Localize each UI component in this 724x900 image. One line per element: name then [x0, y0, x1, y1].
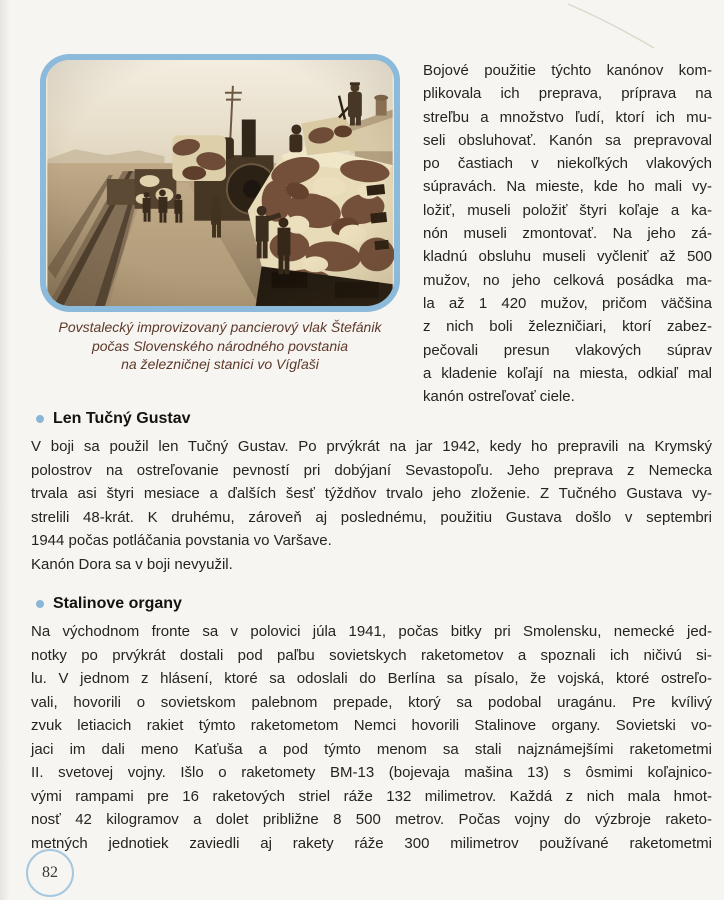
page-number: 82 — [42, 864, 58, 881]
text-line: kladnú obsluhu museli vyčleniť až 500 — [423, 248, 712, 266]
text-line: la až 1 420 mužov, pričom väčšina — [423, 294, 712, 312]
text-line: zvuk letiacich rakiet týmto raketometom Nemci hovorili Stalinove organy. Sovietski vo- — [31, 717, 712, 734]
text-line: lu. V jednom z hlásení, ktoré sa odoslali do Berlína sa písalo, že vojská, ktoré ostreľo- — [31, 670, 712, 687]
text-line: po častiach v niekoľkých vlakových — [423, 155, 712, 173]
text-line: metných jednotiek zaviedli aj rakety ráže 300 milimetrov používané raketometmi — [31, 834, 712, 852]
text-line: V boji sa použil len Tučný Gustav. Po prvýkrát na jar 1942, kedy ho prepravili na Krymský — [31, 438, 712, 455]
text-line: súpravách. Na mieste, kde ho mali vy- — [423, 178, 712, 196]
text-line: seli obsluhovať. Kanón sa prepravoval — [423, 131, 712, 149]
text-line: plikovala ich preprava, príprava na — [423, 85, 712, 103]
text-line: Kanón Dora sa v boji nevyužil. — [31, 555, 233, 573]
scan-scratch — [0, 0, 724, 60]
bullet-icon — [36, 600, 44, 608]
text-line: nosť 42 kilogramov a dolet približne 8 500 metrov. Počas vojny do výzbroje raketo- — [31, 811, 712, 828]
section-heading-len-tucny-gustav — [36, 410, 191, 428]
text-line: jaci im dali meno Kaťuša a pod týmto menom sa stali najznámejšími raketometmi — [31, 740, 712, 758]
caption-line: počas Slovenského národného povstania — [91, 337, 349, 354]
text-line: notky po prvýkrát dostali pod paľbu sovietskych raketometov a spoznali ich ničivú si- — [31, 646, 712, 664]
caption-line: na železničnej stanici vo Vígľaši — [121, 356, 319, 372]
text-line: 1944 počas potláčania povstania vo Varšave. — [31, 532, 332, 549]
text-line: Na východnom fronte sa v polovici júla 1941, počas bitky pri Smolensku, nemecké jed- — [31, 623, 712, 640]
section-2-paragraph — [31, 620, 712, 855]
text-line: vými rampami pre 16 raketových striel ráže 132 milimetrov. Každá z nich mala hmot- — [31, 787, 712, 805]
text-line: z nich boli železničiari, ktorí zabez- — [423, 318, 712, 336]
bullet-icon — [36, 415, 44, 423]
text-line: II. svetovej vojny. Išlo o raketomety BM-13 (bojevaja mašina 13) s ôsmimi koľajnico- — [31, 764, 712, 781]
intro-column — [423, 59, 712, 408]
text-line: strelili 48-krát. K druhému, zároveň aj poslednému, použitiu Gustava došlo v septembri — [31, 508, 712, 526]
page-number-badge — [26, 849, 74, 897]
caption-line: Povstalecký improvizovaný pancierový vlak Štefánik — [58, 319, 382, 335]
text-line: mužov, no jeho celková posádka ma- — [423, 271, 712, 289]
text-line: pečovali presun vlakových súprav — [423, 341, 712, 359]
text-line: trvala asi štyri mesiace a ďalších šesť týždňov trvalo jeho zloženie. Z Tučného Gustava vy- — [31, 485, 712, 502]
armored-train-photo-illustration — [46, 60, 394, 306]
text-line: kanón ostreľovať ciele. — [423, 388, 575, 406]
photo-caption — [34, 318, 406, 374]
text-line: polostrov na ostreľovanie pevností pri dobýjaní Sevastopoľu. Jeho preprava z Nemecka — [31, 461, 712, 479]
text-line: vali, hovorili o sovietskom palebnom prepade, ktorý sa podobal uragánu. Pre kvílivý — [31, 693, 712, 711]
text-line: Bojové použitie týchto kanónov kom- — [423, 62, 712, 79]
photo-frame — [40, 54, 400, 312]
vignette — [47, 60, 392, 306]
text-line: streľbu a množstvo ľudí, ktorí ich mu- — [423, 108, 712, 126]
section-heading-stalinove-organy — [36, 595, 182, 613]
text-line: nón museli zmontovať. Na jeho zá- — [423, 225, 712, 243]
section-1-paragraph — [31, 435, 712, 576]
section-title: Len Tučný Gustav — [53, 410, 191, 427]
section-title: Stalinove organy — [53, 595, 182, 612]
text-line: ložiť, museli položiť štyri koľaje a ka- — [423, 201, 712, 219]
text-line: a kladenie koľají na miesta, odkiaľ mal — [423, 364, 712, 382]
